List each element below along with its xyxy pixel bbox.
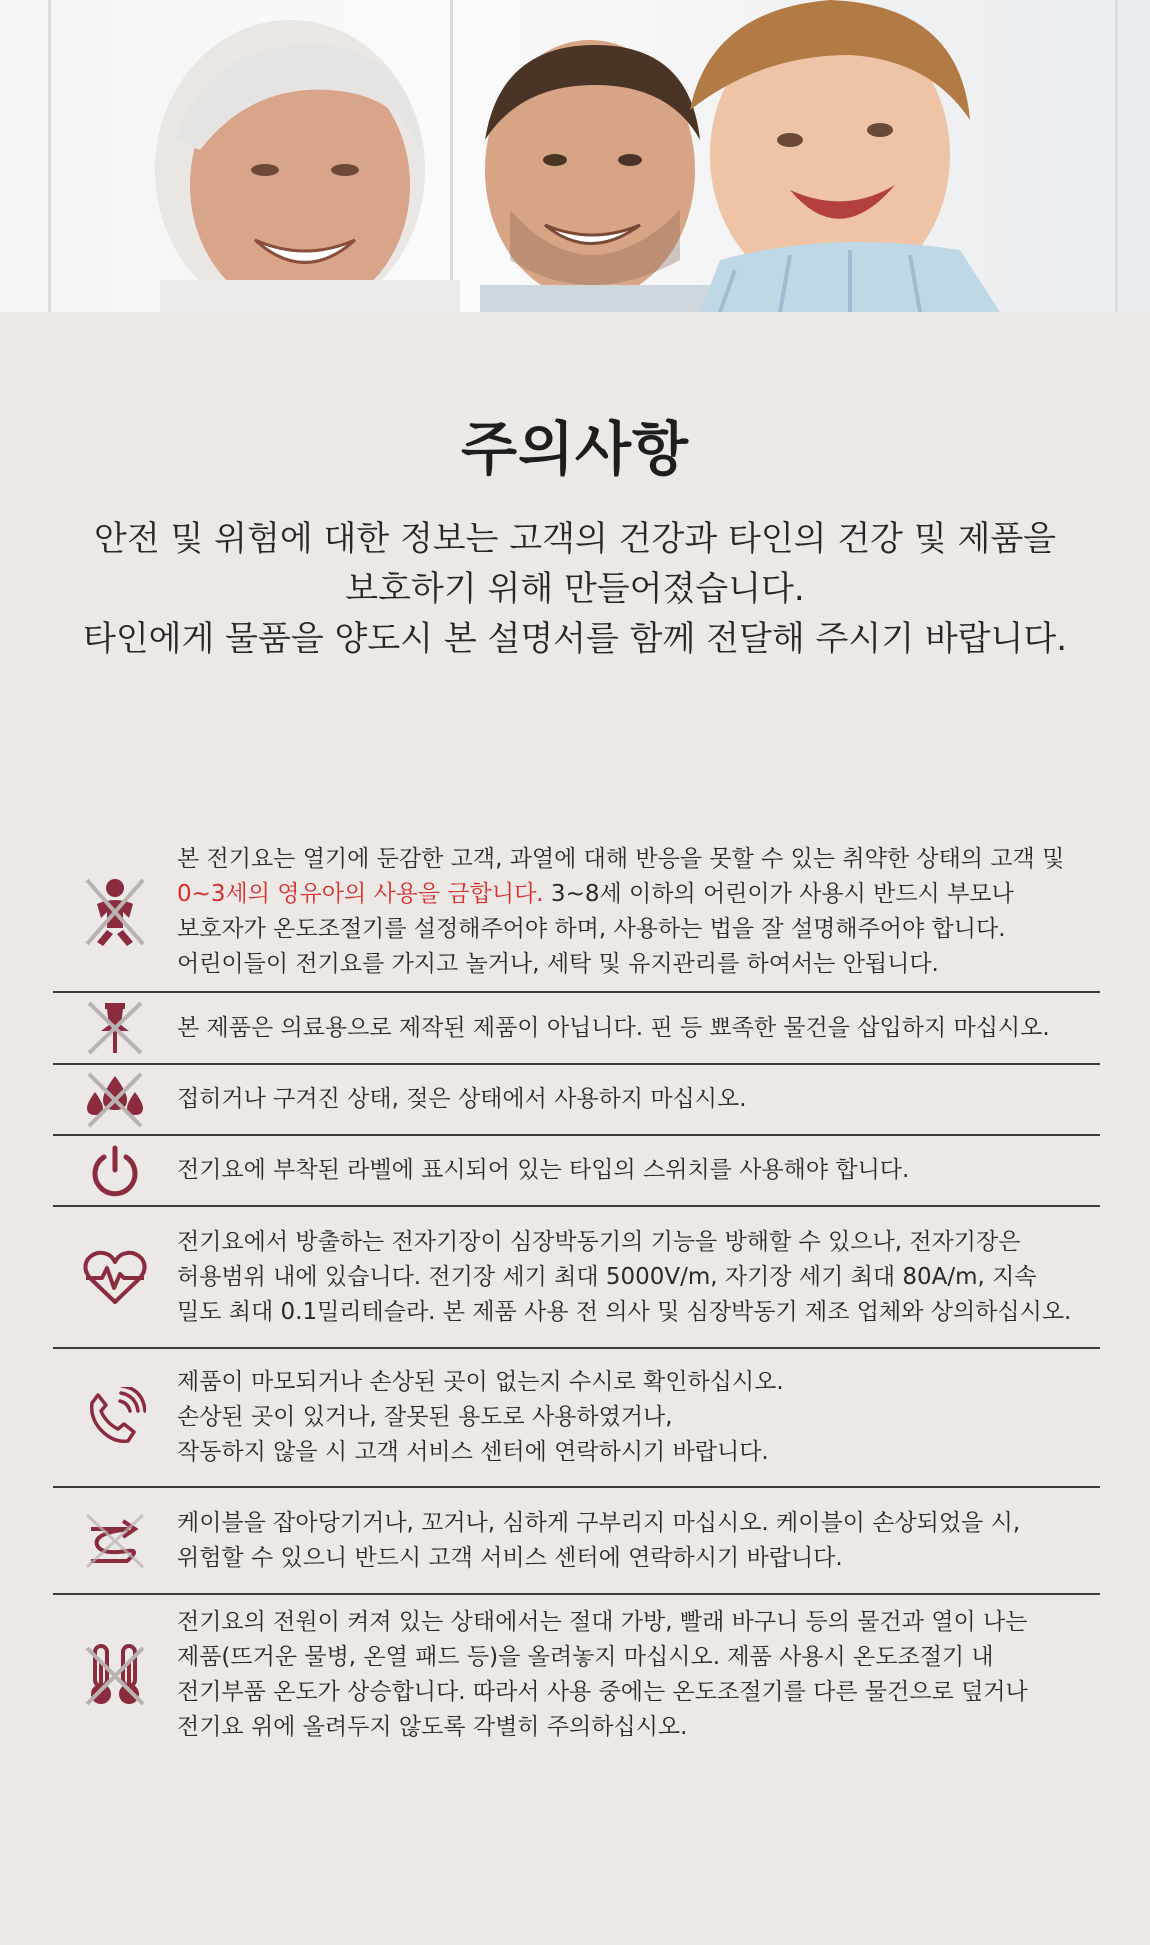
warning-line: 전기요 위에 올려두지 않도록 각별히 주의하십시오. xyxy=(177,1714,688,1740)
page-title: 주의사항 xyxy=(460,415,690,483)
warning-line: 전기요에 부착된 라벨에 표시되어 있는 타입의 스위치를 사용해야 합니다. xyxy=(177,1157,910,1183)
hero-photo xyxy=(0,0,1150,312)
phone-call-icon xyxy=(53,1387,177,1449)
warning-list xyxy=(53,832,1100,1755)
subtitle-line: 타인에게 물품을 양도시 본 설명서를 함께 전달해 주시기 바랍니다. xyxy=(82,619,1068,659)
warning-text xyxy=(177,842,1100,982)
warning-item-pacemaker xyxy=(53,1207,1100,1349)
warning-text xyxy=(177,1605,1100,1745)
warning-line: 제품(뜨거운 물병, 온열 패드 등)을 올려놓지 마십시오. 제품 사용시 온도조절기 내 xyxy=(177,1644,994,1670)
warning-item-pin xyxy=(53,993,1100,1065)
family-photo-image xyxy=(0,0,1150,312)
warning-highlight: 0~3세의 영유아의 사용을 금합니다. xyxy=(177,880,544,907)
warning-text xyxy=(177,1506,1100,1576)
warning-item-infant xyxy=(53,832,1100,993)
notice-header xyxy=(0,312,1150,664)
no-pin-icon xyxy=(53,999,177,1057)
no-infant-icon xyxy=(53,876,177,948)
subtitle-line: 안전 및 위험에 대한 정보는 고객의 건강과 타인의 건강 및 제품을 xyxy=(93,519,1057,559)
notice-subtitle xyxy=(0,514,1150,664)
warning-text xyxy=(177,1153,1100,1188)
power-icon xyxy=(53,1143,177,1199)
warning-item-cable xyxy=(53,1488,1100,1595)
warning-line: 어린이들이 전기요를 가지고 놀거나, 세탁 및 유지관리를 하여서는 안됩니다. xyxy=(177,950,939,977)
no-heat-thermometer-icon xyxy=(53,1642,177,1708)
warning-item-heat xyxy=(53,1595,1100,1755)
warning-line: 전기요에서 방출하는 전자기장이 심장박동기의 기능을 방해할 수 있으나, 전자기장은 xyxy=(177,1228,1021,1255)
subtitle-line: 보호하기 위해 만들어졌습니다. xyxy=(345,569,805,609)
warning-line: 케이블을 잡아당기거나, 꼬거나, 심하게 구부리지 마십시오. 케이블이 손상되었을 시, xyxy=(177,1509,1021,1536)
no-water-drops-icon xyxy=(53,1070,177,1130)
warning-line: 접히거나 구겨진 상태, 젖은 상태에서 사용하지 마십시오. xyxy=(177,1086,747,1112)
heartbeat-icon xyxy=(53,1248,177,1306)
warning-line: 제품이 마모되거나 손상된 곳이 없는지 수시로 확인하십시오. xyxy=(177,1369,784,1395)
warning-line: 전기부품 온도가 상승합니다. 따라서 사용 중에는 온도조절기를 다른 물건으로 덮거나 xyxy=(177,1679,1028,1705)
warning-line: 본 전기요는 열기에 둔감한 고객, 과열에 대해 반응을 못할 수 있는 취약한 상태의 고객 및 xyxy=(177,845,1065,872)
warning-line: 보호자가 온도조절기를 설정해주어야 하며, 사용하는 법을 잘 설명해주어야 합니다. xyxy=(177,915,1006,942)
warning-text xyxy=(177,1082,1100,1117)
warning-line: 작동하지 않을 시 고객 서비스 센터에 연락하시기 바랍니다. xyxy=(177,1439,769,1465)
warning-line: 전기요의 전원이 켜져 있는 상태에서는 절대 가방, 빨래 바구니 등의 물건과 열이 나는 xyxy=(177,1609,1028,1635)
warning-line-rest: 3~8세 이하의 어린이가 사용시 반드시 부모나 xyxy=(543,880,1014,907)
warning-line xyxy=(177,877,1092,912)
warning-text xyxy=(177,1225,1100,1330)
warning-line: 밀도 최대 0.1밀리테슬라. 본 제품 사용 전 의사 및 심장박동기 제조 업체와 상의하십시오. xyxy=(177,1298,1072,1325)
warning-line: 손상된 곳이 있거나, 잘못된 용도로 사용하였거나, xyxy=(177,1404,673,1430)
warning-line: 허용범위 내에 있습니다. 전기장 세기 최대 5000V/m, 자기장 세기 최대 80A/m, 지속 xyxy=(177,1263,1037,1290)
no-bent-cable-icon xyxy=(53,1511,177,1571)
warning-text xyxy=(177,1011,1100,1046)
warning-line: 본 제품은 의료용으로 제작된 제품이 아닙니다. 핀 등 뾰족한 물건을 삽입하지 마십시오. xyxy=(177,1014,1050,1041)
warning-text xyxy=(177,1365,1100,1470)
warning-item-wet xyxy=(53,1065,1100,1136)
warning-item-service xyxy=(53,1349,1100,1488)
warning-line: 위험할 수 있으니 반드시 고객 서비스 센터에 연락하시기 바랍니다. xyxy=(177,1544,843,1571)
warning-item-switch xyxy=(53,1136,1100,1207)
